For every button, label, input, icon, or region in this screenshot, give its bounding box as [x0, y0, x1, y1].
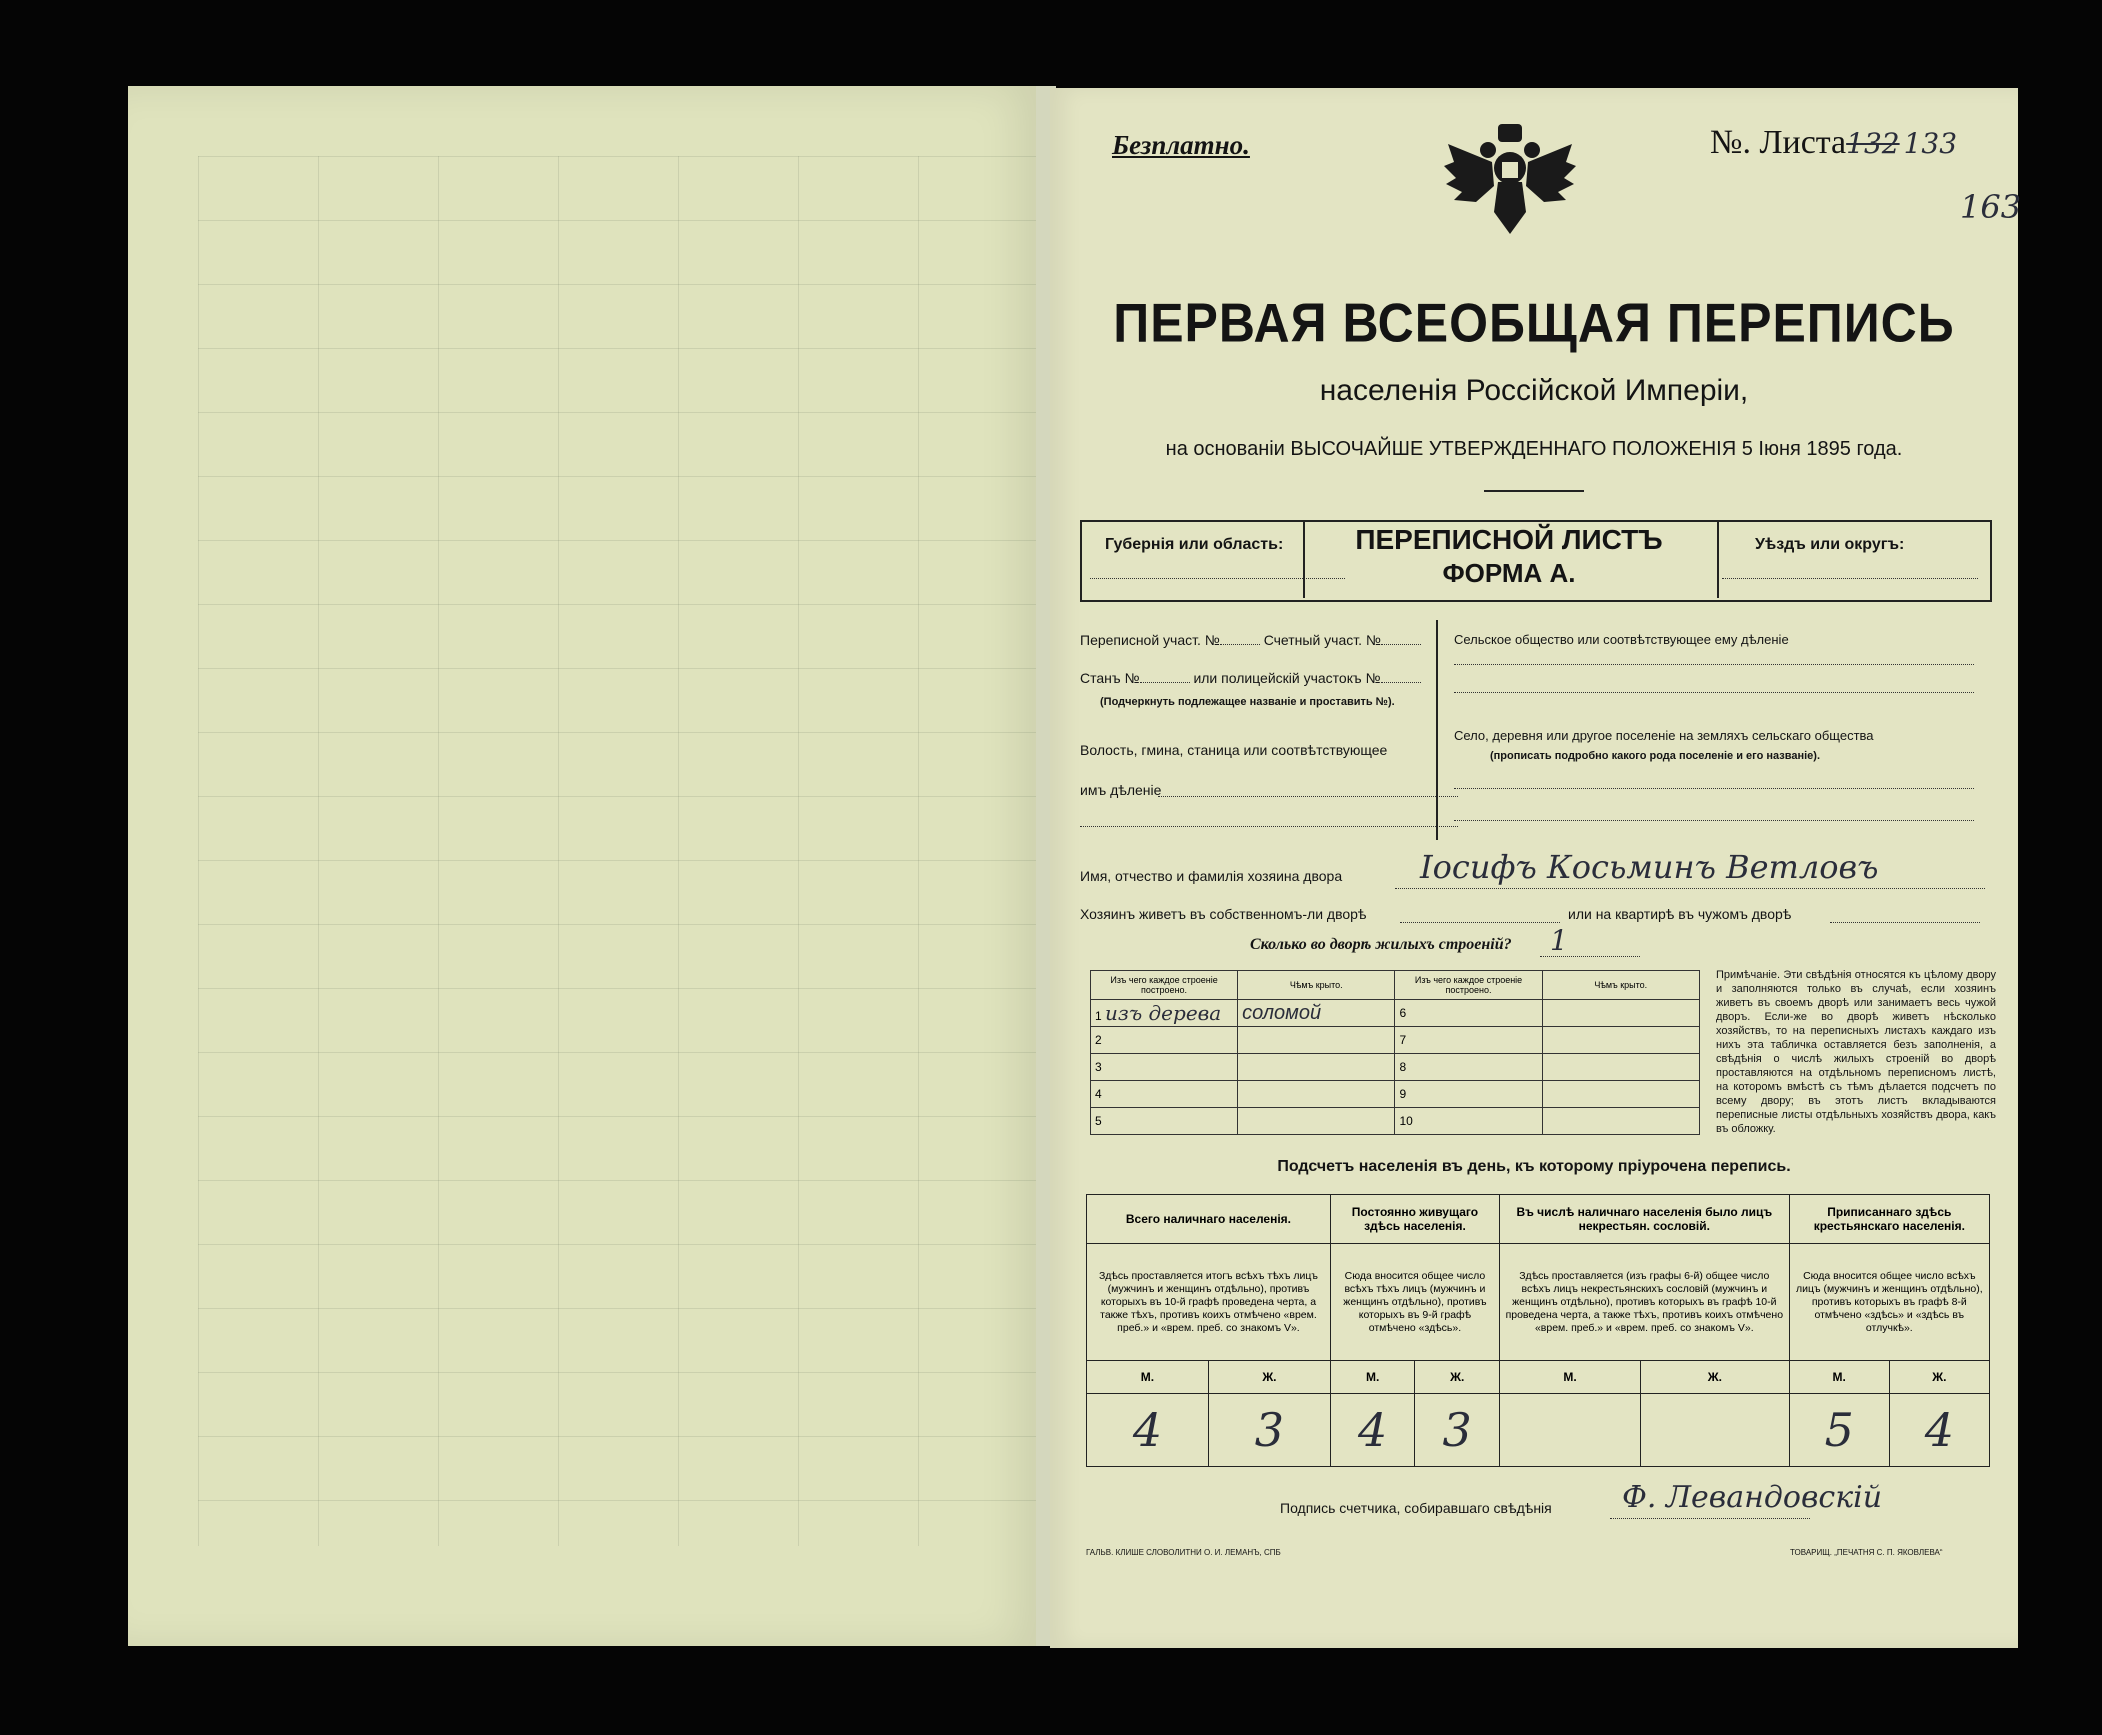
col-f: Ж. [1208, 1361, 1330, 1394]
signature-label: Подпись счетчика, собиравшаго свѣдѣнія [1280, 1500, 1552, 1516]
left-page-faded-table [198, 156, 1038, 1546]
stan-row [1080, 670, 1421, 686]
margin-number: 163 [1960, 188, 2022, 226]
stan-label: Станъ № [1080, 670, 1140, 686]
house-row-8: 8 [1395, 1054, 1542, 1081]
ornament-divider [1484, 490, 1584, 492]
total-female-value: 3 [1208, 1394, 1330, 1467]
table-row [1091, 1054, 1700, 1081]
permanent-female-value: 3 [1415, 1394, 1500, 1467]
fields-divider [1436, 620, 1438, 840]
free-label: Безплатно. [1112, 130, 1250, 160]
sheet-number: 133 [1903, 127, 1958, 160]
summary-desc-permanent: Сюда вносится общее число всѣхъ тѣхъ лицъ (мужчинъ и женщинъ отдѣльно), противъ которыхъ въ 9-й графѣ отмѣчено «здѣсь». [1330, 1244, 1499, 1361]
uezd-field [1722, 578, 1978, 579]
total-male-value: 4 [1087, 1394, 1209, 1467]
house-row-10: 10 [1395, 1108, 1542, 1135]
sheet-label: №. Листа [1710, 124, 1847, 161]
uezd-label: Уѣздъ или округъ: [1755, 536, 1905, 553]
house-row-7: 7 [1395, 1027, 1542, 1054]
peasant-male-value: 5 [1789, 1394, 1889, 1467]
col-m: М. [1499, 1361, 1640, 1394]
house-row-4: 4 [1091, 1081, 1238, 1108]
col-f: Ж. [1889, 1361, 1989, 1394]
sheet-number-crossed: 132 [1846, 127, 1900, 160]
col-f: Ж. [1415, 1361, 1500, 1394]
census-basis: на основаніи ВЫСОЧАЙШЕ УТВЕРЖДЕННАГО ПОЛОЖЕНІЯ 5 Іюня 1895 года. [1165, 438, 1903, 460]
census-subtitle: населенія Россійской Имперіи, [1319, 374, 1749, 407]
buildings-label: Сколько во дворѣ жилыхъ строеній? [1250, 936, 1512, 953]
houses-col-roof-2: Чѣмъ крыто. [1542, 971, 1699, 1000]
imprint-left: ГАЛЬВ. КЛИШЕ СЛОВОЛИТНИ О. И. ЛЕМАНЪ, СПБ [1086, 1548, 1281, 1557]
summary-desc-nonpeasant: Здѣсь проставляется (изъ графы 6-й) общее число всѣхъ лицъ некрестьянскихъ сословій (мужчинъ и женщинъ отдѣльно), противъ которыхъ въ графѣ 10-й проведена черта, а также тѣхъ, противъ коихъ отмѣчено «врем. преб.» и «врем. преб. со знакомъ V». [1499, 1244, 1789, 1361]
houses-col-roof: Чѣмъ крыто. [1238, 971, 1395, 1000]
police-label: или полицейскій участокъ № [1193, 670, 1381, 686]
col-m: М. [1789, 1361, 1889, 1394]
counting-district-label: Счетный участ. № [1263, 632, 1381, 648]
summary-desc-total: Здѣсь проставляется итогъ всѣхъ тѣхъ лицъ (мужчинъ и женщинъ отдѣльно), противъ которыхъ въ 10-й графѣ проведена черта, а также тѣхъ, противъ коихъ отмѣчено «врем. преб.» и «врем. преб. со знакомъ V». [1087, 1244, 1331, 1361]
house-row-1: 1 изъ дерева [1091, 1000, 1238, 1027]
summary-header-total: Всего наличнаго населенія. [1087, 1195, 1331, 1244]
village-field [1454, 788, 1974, 789]
signature-value: Ф. Левандовскій [1622, 1480, 1883, 1515]
house-row-2: 2 [1091, 1027, 1238, 1054]
buildings-value: 1 [1550, 924, 1568, 957]
house-row-9: 9 [1395, 1081, 1542, 1108]
row1-roof: соломой [1238, 1000, 1395, 1027]
volost-field [1158, 796, 1458, 797]
imperial-eagle-icon [1440, 122, 1580, 242]
note-text: Примѣчаніе. Эти свѣдѣнія относятся къ цѣлому двору и заполняются только въ случаѣ, если хозяинъ живетъ въ своемъ дворѣ или занимаетъ весь чужой дворъ. Если-же во дворѣ живетъ нѣсколько хозяйствъ, то на переписныхъ листахъ каждаго изъ нихъ эта табличка оставляется безъ заполненія, а свѣдѣнія о числѣ жилыхъ строеній во дворѣ проставляются на отдѣльномъ переписномъ листѣ, на которомъ вмѣстѣ съ тѣмъ дѣлается подсчетъ по всему двору; въ этотъ листъ вкладываются переписные листы отдѣльныхъ хозяйствъ двора, какъ въ обложку. [1716, 969, 1996, 1135]
house-row-3: 3 [1091, 1054, 1238, 1081]
table-row [1091, 1081, 1700, 1108]
rural-society-field-2 [1454, 692, 1974, 693]
nonpeasant-female-value [1641, 1394, 1790, 1467]
village-label: Село, деревня или другое поселеніе на земляхъ сельскаго общества [1454, 728, 1874, 743]
form-title: ПЕРЕПИСНОЙ ЛИСТЪ [1355, 524, 1663, 555]
imprint-right: ТОВАРИЩ. „ПЕЧАТНЯ С. П. ЯКОВЛЕВА“ [1790, 1548, 1943, 1557]
permanent-male-value: 4 [1330, 1394, 1415, 1467]
left-page [128, 86, 1046, 1646]
summary-title: Подсчетъ населенія въ день, къ которому пріурочена перепись. [1277, 1158, 1791, 1175]
summary-table [1086, 1194, 1990, 1467]
lives-label: Хозяинъ живетъ въ собственномъ-ли дворѣ [1080, 906, 1367, 922]
houses-col-material-2: Изъ чего каждое строеніе построено. [1395, 971, 1542, 1000]
buildings-field [1540, 956, 1640, 957]
underline-note: (Подчеркнуть подлежащее названіе и проставить №). [1100, 696, 1395, 708]
owner-value: Іосифъ Косьминъ Ветловъ [1420, 848, 1879, 886]
buildings-table [1090, 970, 1700, 1135]
volost-label-2: имъ дѣленіе [1080, 782, 1162, 798]
col-m: М. [1087, 1361, 1209, 1394]
rural-society-field [1454, 664, 1974, 665]
guberniya-label: Губернія или область: [1105, 536, 1284, 553]
nonpeasant-male-value [1499, 1394, 1640, 1467]
form-letter: ФОРМА А. [1442, 558, 1576, 588]
volost-label: Волость, гмина, станица или соотвѣтствующее [1080, 742, 1388, 758]
census-title: ПЕРВАЯ ВСЕОБЩАЯ ПЕРЕПИСЬ [1113, 292, 1955, 354]
row1-material: изъ дерева [1105, 1001, 1222, 1025]
table-row [1091, 1108, 1700, 1135]
village-field-2 [1454, 820, 1974, 821]
lives-field [1400, 922, 1560, 923]
summary-header-nonpeasant: Въ числѣ наличнаго населенія было лицъ некрестьян. сословій. [1499, 1195, 1789, 1244]
col-m: М. [1330, 1361, 1415, 1394]
volost-field-2 [1080, 826, 1458, 827]
census-district-label: Переписной участ. № [1080, 632, 1220, 648]
summary-header-peasant: Приписаннаго здѣсь крестьянскаго населенія. [1789, 1195, 1989, 1244]
table-row [1091, 1027, 1700, 1054]
houses-col-material: Изъ чего каждое строеніе построено. [1091, 971, 1238, 1000]
peasant-female-value: 4 [1889, 1394, 1989, 1467]
village-note: (прописать подробно какого рода поселеніе и его названіе). [1490, 750, 1821, 762]
table-row [1091, 1000, 1700, 1027]
signature-field [1610, 1518, 1810, 1519]
summary-header-permanent: Постоянно живущаго здѣсь населенія. [1330, 1195, 1499, 1244]
col-f: Ж. [1641, 1361, 1790, 1394]
right-page [1050, 88, 2022, 1648]
owner-field [1395, 888, 1985, 889]
house-row-6: 6 [1395, 1000, 1542, 1027]
house-row-5: 5 [1091, 1108, 1238, 1135]
district-row [1080, 632, 1421, 648]
apartment-label: или на квартирѣ въ чужомъ дворѣ [1568, 906, 1792, 922]
rural-society-label: Сельское общество или соотвѣтствующее ему дѣленіе [1454, 632, 1789, 647]
sheet-number-block [1710, 124, 1957, 162]
summary-desc-peasant: Сюда вносится общее число всѣхъ лицъ (мужчинъ и женщинъ отдѣльно), противъ которыхъ въ графѣ 8-й отмѣчено «здѣсь» и «здѣсь въ отлучкѣ». [1789, 1244, 1989, 1361]
apartment-field [1830, 922, 1980, 923]
owner-label: Имя, отчество и фамилія хозяина двора [1080, 868, 1343, 884]
